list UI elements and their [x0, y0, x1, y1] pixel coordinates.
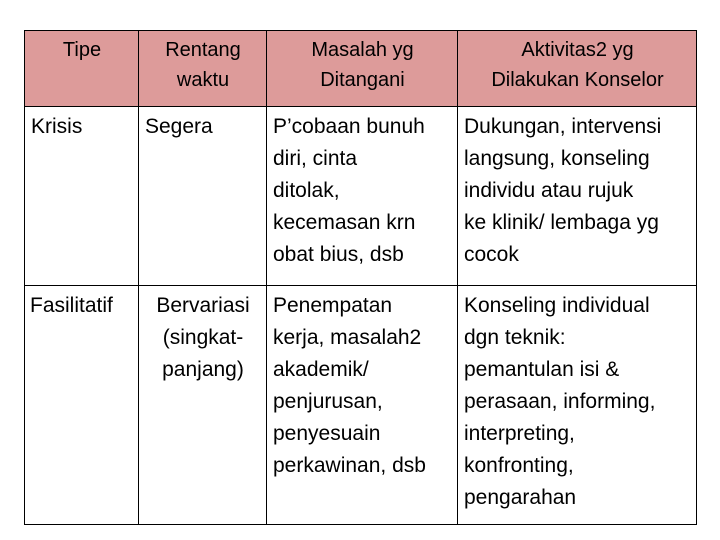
cell-rentang-waktu: Bervariasi (singkat- panjang) — [139, 286, 267, 525]
cell-masalah: Penempatan kerja, masalah2 akademik/ penjurusan, penyesuain perkawinan, dsb — [267, 286, 458, 525]
header-tipe: Tipe — [25, 31, 139, 107]
table-row-fasilitatif — [25, 286, 697, 525]
header-rentang-waktu: Rentang waktu — [139, 31, 267, 107]
counseling-types-table — [24, 30, 697, 525]
header-aktivitas: Aktivitas2 yg Dilakukan Konselor — [458, 31, 697, 107]
header-masalah: Masalah yg Ditangani — [267, 31, 458, 107]
cell-aktivitas: Dukungan, intervensi langsung, konseling individu atau rujuk ke klinik/ lembaga yg cocok — [458, 107, 697, 286]
cell-tipe: Krisis — [25, 107, 139, 286]
cell-rentang-waktu: Segera — [139, 107, 267, 286]
table-header-row — [25, 31, 697, 107]
cell-masalah: P’cobaan bunuh diri, cinta ditolak, kecemasan krn obat bius, dsb — [267, 107, 458, 286]
table-row-krisis — [25, 107, 697, 286]
cell-tipe: Fasilitatif — [25, 286, 139, 525]
cell-aktivitas: Konseling individual dgn teknik: pemantulan isi & perasaan, informing, interpreting, konfronting, pengarahan — [458, 286, 697, 525]
